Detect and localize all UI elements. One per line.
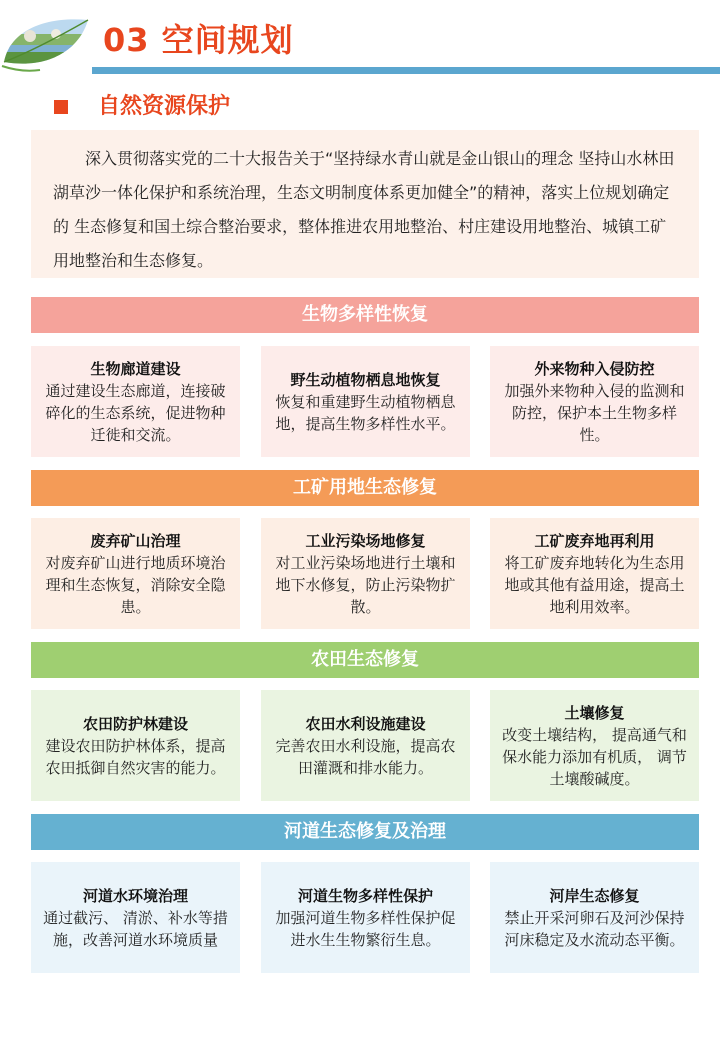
section-title: 自然资源保护 xyxy=(98,94,231,119)
card-title: 野生动植物栖息地恢复 xyxy=(290,370,441,389)
card-river-biodiversity xyxy=(261,862,470,973)
card-body: 将工矿废弃地转化为生态用地或其他有益用途，提高土地利用效率。 xyxy=(504,553,685,616)
card-title: 河岸生态修复 xyxy=(549,886,640,905)
card-industrial-site-remediation xyxy=(261,518,470,629)
card-body: 改变土壤结构， 提高通气和保水能力添加有机质， 调节土壤酸碱度。 xyxy=(502,725,687,788)
card-body: 通过建设生态廊道，连接破碎化的生态系统，促进物种迁徙和交流。 xyxy=(45,381,226,444)
card-title: 河道生物多样性保护 xyxy=(297,886,433,905)
card-body: 加强外来物种入侵的监测和防控，保护本土生物多样性。 xyxy=(504,381,685,444)
card-riverbank-restoration xyxy=(490,862,699,973)
card-body: 恢复和重建野生动植物栖息地，提高生物多样性水平。 xyxy=(275,392,456,433)
card-river-water-environment xyxy=(31,862,240,973)
card-soil-remediation xyxy=(490,690,699,801)
leaf-landscape-logo xyxy=(0,12,92,74)
card-body: 建设农田防护林体系，提高农田抵御自然灾害的能力。 xyxy=(45,736,226,777)
intro-box xyxy=(31,130,699,278)
card-body: 通过截污、 清淤、补水等措施，改善河道水环境质量 xyxy=(43,908,228,949)
card-biological-corridor xyxy=(31,346,240,457)
card-body: 对工业污染场地进行土壤和地下水修复，防止污染物扩散。 xyxy=(275,553,456,616)
card-body: 加强河道生物多样性保护促进水生生物繁衍生息。 xyxy=(275,908,456,949)
group-banner-biodiversity: 生物多样性恢复 xyxy=(31,297,699,333)
card-title: 农田水利设施建设 xyxy=(305,714,426,733)
group-banner-farmland: 农田生态修复 xyxy=(31,642,699,678)
group-banner-river: 河道生态修复及治理 xyxy=(31,814,699,850)
card-shelterbelt xyxy=(31,690,240,801)
card-title: 生物廊道建设 xyxy=(90,359,181,378)
card-title: 土壤修复 xyxy=(564,703,625,722)
title-underline xyxy=(92,67,720,74)
page-title: 03 空间规划 xyxy=(103,21,294,59)
card-wildlife-habitat xyxy=(261,346,470,457)
card-irrigation xyxy=(261,690,470,801)
card-abandoned-mine xyxy=(31,518,240,629)
card-wasteland-reuse xyxy=(490,518,699,629)
card-body: 禁止开采河卵石及河沙保持河床稳定及水流动态平衡。 xyxy=(504,908,685,949)
card-title: 外来物种入侵防控 xyxy=(534,359,655,378)
page-header xyxy=(0,0,720,80)
card-title: 河道水环境治理 xyxy=(82,886,188,905)
card-title: 农田防护林建设 xyxy=(82,714,188,733)
card-title: 废弃矿山治理 xyxy=(90,531,181,550)
intro-paragraph: 深入贯彻落实党的二十大报告关于“坚持绿水青山就是金山银山的理念 坚持山水林田 湖草沙一体化保护和系统治理，生态文明制度体系更加健全”的精神，落实上位规划确定的 生态修复和国土综合整治要求，整体推进农用地整治、村庄建设用地整治、城镇工矿用地整治和生态修复。 xyxy=(53,149,675,270)
card-body: 完善农田水利设施，提高农田灌溉和排水能力。 xyxy=(275,736,456,777)
square-bullet-icon xyxy=(54,100,68,114)
card-body: 对废弃矿山进行地质环境治理和生态恢复，消除安全隐患。 xyxy=(45,553,226,616)
card-title: 工矿废弃地再利用 xyxy=(534,531,655,550)
card-invasive-species xyxy=(490,346,699,457)
card-title: 工业污染场地修复 xyxy=(305,531,426,550)
group-banner-industrial-mining: 工矿用地生态修复 xyxy=(31,470,699,506)
